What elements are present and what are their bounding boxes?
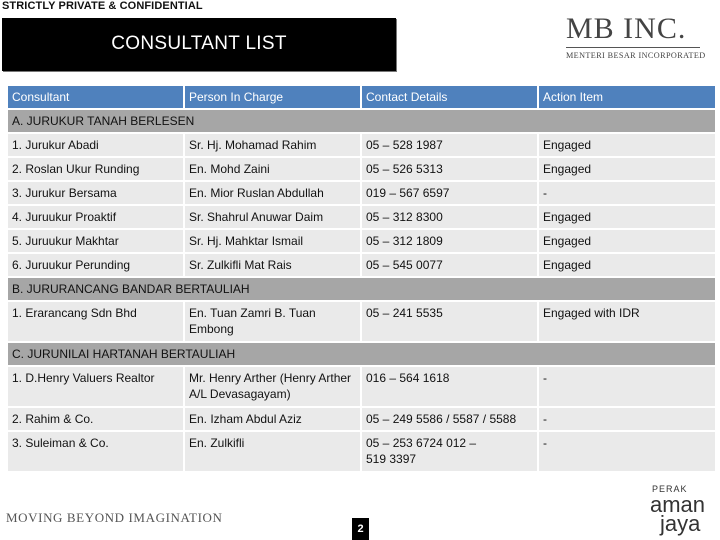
section-row bbox=[8, 278, 715, 300]
consultant-cell: 6. Juruukur Perunding bbox=[8, 254, 183, 276]
contact-cell: 016 – 564 1618 bbox=[362, 367, 537, 406]
contact-cell: 05 – 249 5586 / 5587 / 5588 bbox=[362, 408, 537, 430]
person-cell: En. Izham Abdul Aziz bbox=[185, 408, 360, 430]
contact-cell: 05 – 526 5313 bbox=[362, 158, 537, 180]
table-row bbox=[8, 254, 715, 276]
page-number: 2 bbox=[352, 518, 369, 540]
section-row bbox=[8, 110, 715, 132]
section-row bbox=[8, 343, 715, 365]
action-cell: - bbox=[539, 182, 715, 204]
action-cell: - bbox=[539, 367, 715, 406]
footer-tagline: MOVING BEYOND IMAGINATION bbox=[6, 510, 223, 525]
contact-cell: 05 – 528 1987 bbox=[362, 134, 537, 156]
action-cell: Engaged with IDR bbox=[539, 302, 715, 341]
logo-divider bbox=[566, 47, 700, 48]
column-header: Action Item bbox=[539, 86, 715, 108]
logo-perak-text: PERAK bbox=[652, 484, 688, 494]
contact-cell: 05 – 312 8300 bbox=[362, 206, 537, 228]
column-header: Contact Details bbox=[362, 86, 537, 108]
consultant-cell: 2. Roslan Ukur Runding bbox=[8, 158, 183, 180]
action-cell: Engaged bbox=[539, 254, 715, 276]
person-cell: En. Zulkifli bbox=[185, 432, 360, 471]
logo-jaya-text: jaya bbox=[660, 511, 701, 536]
column-header: Consultant bbox=[8, 86, 183, 108]
table-row bbox=[8, 408, 715, 430]
perak-aman-jaya-logo bbox=[650, 484, 716, 538]
confidential-label: STRICTLY PRIVATE & CONFIDENTIAL bbox=[2, 0, 203, 12]
contact-cell: 05 – 241 5535 bbox=[362, 302, 537, 341]
person-cell: Mr. Henry Arther (Henry Arther A/L Devasagayam) bbox=[185, 367, 360, 406]
contact-cell: 019 – 567 6597 bbox=[362, 182, 537, 204]
column-header: Person In Charge bbox=[185, 86, 360, 108]
consultant-cell: 1. D.Henry Valuers Realtor bbox=[8, 367, 183, 406]
person-cell: Sr. Hj. Mohamad Rahim bbox=[185, 134, 360, 156]
action-cell: - bbox=[539, 408, 715, 430]
section-title: A. JURUKUR TANAH BERLESEN bbox=[8, 110, 715, 132]
table-row bbox=[8, 302, 715, 341]
consultant-cell: 1. Jurukur Abadi bbox=[8, 134, 183, 156]
title-banner bbox=[2, 18, 396, 71]
person-cell: Sr. Zulkifli Mat Rais bbox=[185, 254, 360, 276]
person-cell: En. Mior Ruslan Abdullah bbox=[185, 182, 360, 204]
table-row bbox=[8, 158, 715, 180]
section-title: C. JURUNILAI HARTANAH BERTAULIAH bbox=[8, 343, 715, 365]
table-row bbox=[8, 134, 715, 156]
contact-cell: 05 – 312 1809 bbox=[362, 230, 537, 252]
consultant-cell: 3. Suleiman & Co. bbox=[8, 432, 183, 471]
person-cell: Sr. Shahrul Anuwar Daim bbox=[185, 206, 360, 228]
contact-cell: 05 – 253 6724 012 – 519 3397 bbox=[362, 432, 537, 471]
consultant-cell: 3. Jurukur Bersama bbox=[8, 182, 183, 204]
consultant-table bbox=[6, 84, 717, 473]
consultant-cell: 5. Juruukur Makhtar bbox=[8, 230, 183, 252]
person-cell: En. Tuan Zamri B. Tuan Embong bbox=[185, 302, 360, 341]
action-cell: Engaged bbox=[539, 134, 715, 156]
action-cell: Engaged bbox=[539, 230, 715, 252]
table-row bbox=[8, 367, 715, 406]
page-title: CONSULTANT LIST bbox=[111, 33, 287, 54]
table-row bbox=[8, 206, 715, 228]
table-row bbox=[8, 182, 715, 204]
logo-sub-text: MENTERI BESAR INCORPORATED bbox=[566, 51, 706, 60]
contact-cell: 05 – 545 0077 bbox=[362, 254, 537, 276]
mb-inc-logo bbox=[566, 12, 706, 62]
section-title: B. JURURANCANG BANDAR BERTAULIAH bbox=[8, 278, 715, 300]
person-cell: En. Mohd Zaini bbox=[185, 158, 360, 180]
table-header-row bbox=[8, 86, 715, 108]
consultant-cell: 2. Rahim & Co. bbox=[8, 408, 183, 430]
table-row bbox=[8, 230, 715, 252]
logo-aman-text: aman bbox=[650, 492, 706, 517]
action-cell: Engaged bbox=[539, 206, 715, 228]
person-cell: Sr. Hj. Mahktar Ismail bbox=[185, 230, 360, 252]
table-row bbox=[8, 432, 715, 471]
consultant-cell: 1. Erarancang Sdn Bhd bbox=[8, 302, 183, 341]
logo-main-text: MB INC. bbox=[566, 12, 687, 45]
consultant-cell: 4. Juruukur Proaktif bbox=[8, 206, 183, 228]
action-cell: Engaged bbox=[539, 158, 715, 180]
action-cell: - bbox=[539, 432, 715, 471]
